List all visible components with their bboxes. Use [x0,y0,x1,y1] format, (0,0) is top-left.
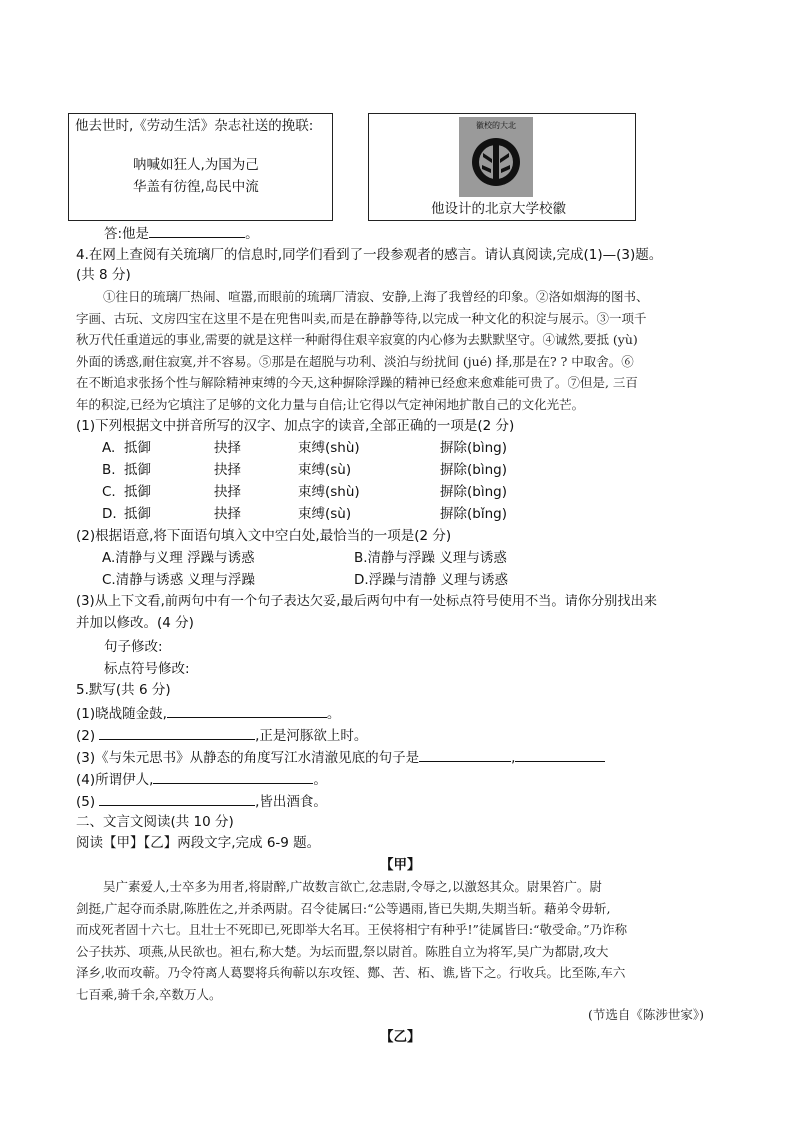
option-word: 抵御 [124,440,151,456]
option-word: 摒除(bìng) [440,462,507,478]
option-row-a[interactable] [102,439,602,457]
punctuation-revision-label: 标点符号修改: [104,661,190,677]
section2-intro: 阅读【甲】【乙】两段文字,完成 6-9 题。 [76,835,321,851]
item-prefix: 《与朱元思书》从静态的角度写江水清澈见底的句子是 [95,750,420,766]
q4-passage [76,286,736,415]
option-word: 抉择 [214,440,241,456]
option-word: 抵御 [124,462,151,478]
passage-line: 外面的诱惑,耐住寂寞,并不容易。⑤那是在超脱与功利、淡泊与纷扰间 (jué) 择,那是在? ? 中取舍。⑥ [76,353,634,369]
option-word: 抵御 [124,506,151,522]
sub2-option-a[interactable]: A.清静与义理 浮躁与诱惑 [102,550,255,566]
q4-sub1-stem: (1)下列根据文中拼音所写的汉字、加点字的读音,全部正确的一项是(2 分) [76,418,515,434]
sub2-option-d[interactable]: D.浮躁与清静 义理与诱惑 [354,572,508,588]
item-prefix: 晓战随金鼓, [95,706,167,722]
item-suffix: 。 [313,772,327,788]
item-number: (2) [76,728,96,744]
jia-line: 吴广素爱人,士卒多为用者,将尉醉,广故数言欲亡,忿恚尉,令辱之,以激怒其众。尉果笞广。尉 [103,879,602,894]
option-word: 摒除(bìng) [440,440,507,456]
item-number: (3) [76,750,96,766]
item-separator: , [511,750,516,766]
dictation-item-1 [76,703,340,723]
option-letter: B. [102,462,116,478]
dictation-blank[interactable] [99,791,255,806]
answer-tail: 。 [245,226,259,242]
option-letter: D. [102,506,117,522]
option-word: 抵御 [124,484,151,500]
couplet-box [68,113,333,221]
passage-line: 秋万代任重道远的事业,需要的就是这样一种耐得住艰辛寂寞的内心修为去默默坚守。④诚然,要抵 (yù) [76,332,638,347]
answer-line [104,223,259,243]
couplet-caption: 他去世时,《劳动生活》杂志社送的挽联: [75,118,314,134]
option-word: 束缚(shù) [298,440,360,456]
jia-source: (节选自《陈涉世家》) [588,1007,705,1022]
yi-heading: 【乙】 [380,1029,421,1045]
emblem-caption: 他设计的北京大学校徽 [431,201,566,217]
jia-passage [76,876,736,1005]
option-word: 束缚(sù) [298,506,352,522]
jia-line: 而戍死者固十六七。且壮士不死即已,死即举大名耳。王侯将相宁有种乎!”徒属皆曰:“敬受命。”乃诈称 [76,922,628,937]
emblem-text: 徽校的大北 [476,121,516,130]
couplet-line-2: 华盖有彷徨,岛民中流 [133,179,259,195]
jia-line: 公子扶苏、项燕,从民欲也。袒右,称大楚。为坛而盟,祭以尉首。陈胜自立为将军,吴广为都尉,攻大 [76,943,609,959]
dictation-item-5 [76,791,327,811]
q4-sub2-stem: (2)根据语意,将下面语句填入文中空白处,最恰当的一项是(2 分) [76,528,452,544]
option-word: 抉择 [214,484,241,500]
dictation-item-4 [76,769,327,789]
couplet-line-1: 呐喊如狂人,为国为己 [133,157,259,173]
q4-title: 4.在网上查阅有关琉璃厂的信息时,同学们看到了一段参观者的感言。请认真阅读,完成(1)—(3)题。 [76,247,663,263]
jia-line: 七百乘,骑千余,卒数万人。 [76,986,222,1002]
item-suffix: 。 [326,706,341,722]
q4-score: (共 8 分) [76,267,131,283]
q4-sub3-stem-1: (3)从上下文看,前两句中有一个句子表达欠妥,最后两句中有一处标点符号使用不当。请你分别找出来 [76,594,657,609]
item-number: (4) [76,772,96,788]
item-number: (1) [76,706,96,722]
option-row-c[interactable] [102,483,602,501]
option-word: 抉择 [214,506,241,522]
dictation-blank[interactable] [515,747,605,762]
option-word: 摒除(bǐng) [440,506,507,522]
q4-sub3-stem-2: 并加以修改。(4 分) [76,615,194,631]
option-row-d[interactable] [102,505,602,523]
option-word: 摒除(bìng) [440,484,507,500]
sub2-option-b[interactable]: B.清静与浮躁 义理与诱惑 [354,550,507,566]
jia-heading: 【甲】 [380,857,421,873]
option-word: 束缚(shù) [298,484,360,500]
item-prefix: 所谓伊人, [95,772,154,788]
passage-line: 年的积淀,已经为它填注了足够的文化力量与自信;让它得以气定神闲地扩散自己的文化光芒。 [76,396,585,412]
item-suffix: ,正是河豚欲上时。 [255,728,368,744]
jia-line: 剑挺,广起夺而杀尉,陈胜佐之,并杀两尉。召令徒属曰:“公等遇雨,皆已失期,失期当斩。藉弟令毋斩, [76,900,611,916]
option-word: 束缚(sù) [298,462,352,478]
sub2-option-c[interactable]: C.清静与诱惑 义理与浮躁 [102,572,256,588]
dictation-blank[interactable] [419,747,511,762]
emblem-seal-icon [469,133,523,189]
dictation-blank[interactable] [153,769,313,784]
option-row-b[interactable] [102,461,602,479]
q5-title: 5.默写(共 6 分) [76,682,171,698]
jia-line: 泽乡,收而攻蕲。乃令符离人葛婴将兵徇蕲以东攻铚、酂、苦、柘、谯,皆下之。行收兵。比至陈,车六 [76,965,626,980]
peking-university-emblem [459,117,533,197]
sentence-revision-label: 句子修改: [104,639,163,655]
dictation-blank[interactable] [167,703,327,718]
option-word: 抉择 [214,462,241,478]
answer-blank[interactable] [149,223,245,238]
answer-label: 答:他是 [104,226,150,242]
option-letter: C. [102,484,116,500]
passage-line: ①往日的琉璃厂热闹、喧嚣,而眼前的琉璃厂清寂、安静,上海了我曾经的印象。②洛如烟海的图书、 [103,289,649,304]
item-suffix: ,皆出酒食。 [255,794,327,810]
passage-line: 在不断追求张扬个性与解除精神束缚的今天,这种摒除浮躁的精神已经愈来愈难能可贵了。⑦但是, 三百 [76,375,638,390]
option-letter: A. [102,440,116,456]
item-number: (5) [76,794,96,810]
dictation-item-2 [76,725,367,745]
passage-line: 字画、古玩、文房四宝在这里不是在兜售叫卖,而是在静静等待,以完成一种文化的积淀与展示。③一项千 [76,310,647,326]
section2-title: 二、文言文阅读(共 10 分) [76,814,234,830]
dictation-blank[interactable] [99,725,255,740]
dictation-item-3 [76,747,605,767]
emblem-box [368,113,636,221]
